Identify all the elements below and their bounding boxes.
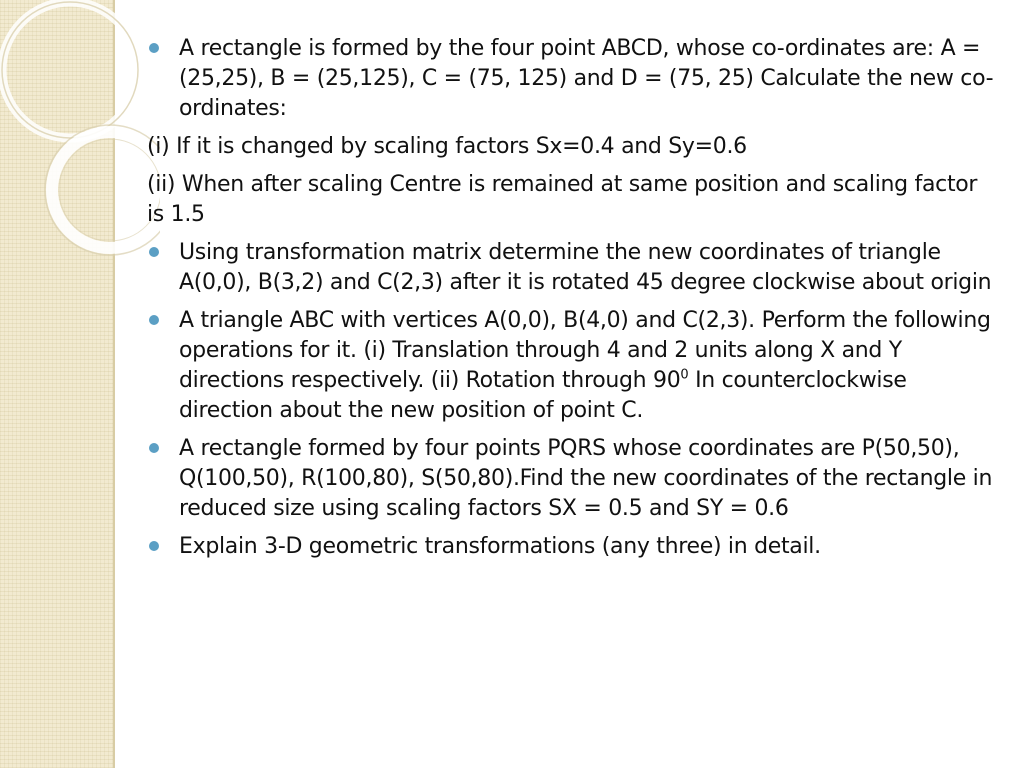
bullet-icon [149, 443, 159, 453]
question-text: Using transformation matrix determine the new coordinates of triangle A(0,0), B(3,2) and C(2,3) after it is rotated 45 degree clockwise about origin [179, 240, 992, 295]
decorative-rings [0, 0, 160, 300]
degree-superscript: 0 [680, 367, 689, 383]
list-item [147, 238, 997, 298]
sub-question-text: (i) If it is changed by scaling factors Sx=0.4 and Sy=0.6 [147, 134, 747, 159]
question-text [179, 308, 991, 423]
question-text-part: In counterclockwise direction about the new position of point C. [179, 368, 907, 423]
question-text: A rectangle formed by four points PQRS whose coordinates are P(50,50), Q(100,50), R(100,80), S(50,80).Find the new coordinates of the rectangle in reduced size using scaling factors SX = 0.5 and SY = 0.6 [179, 436, 993, 521]
list-item [147, 34, 997, 124]
question-text-part: A triangle ABC with vertices A(0,0), B(4,0) and C(2,3). Perform the following operations for it. (i) Translation through 4 and 2 units along X and Y directions respectively. (ii) Rotation through 90 [179, 308, 991, 393]
list-item [147, 532, 997, 562]
list-item [147, 434, 997, 524]
list-item [147, 132, 997, 162]
sub-question-text: (ii) When after scaling Centre is remained at same position and scaling factor is 1.5 [147, 172, 978, 227]
bullet-icon [149, 43, 159, 53]
bullet-icon [149, 541, 159, 551]
question-text: A rectangle is formed by the four point ABCD, whose co-ordinates are: A = (25,25), B = (25,125), C = (75, 125) and D = (75, 25) Calculate the new co-ordinates: [179, 36, 994, 121]
question-text: Explain 3-D geometric transformations (any three) in detail. [179, 534, 821, 559]
list-item [147, 306, 997, 426]
bullet-icon [149, 315, 159, 325]
bullet-icon [149, 247, 159, 257]
slide-content [147, 34, 997, 570]
list-item [147, 170, 997, 230]
